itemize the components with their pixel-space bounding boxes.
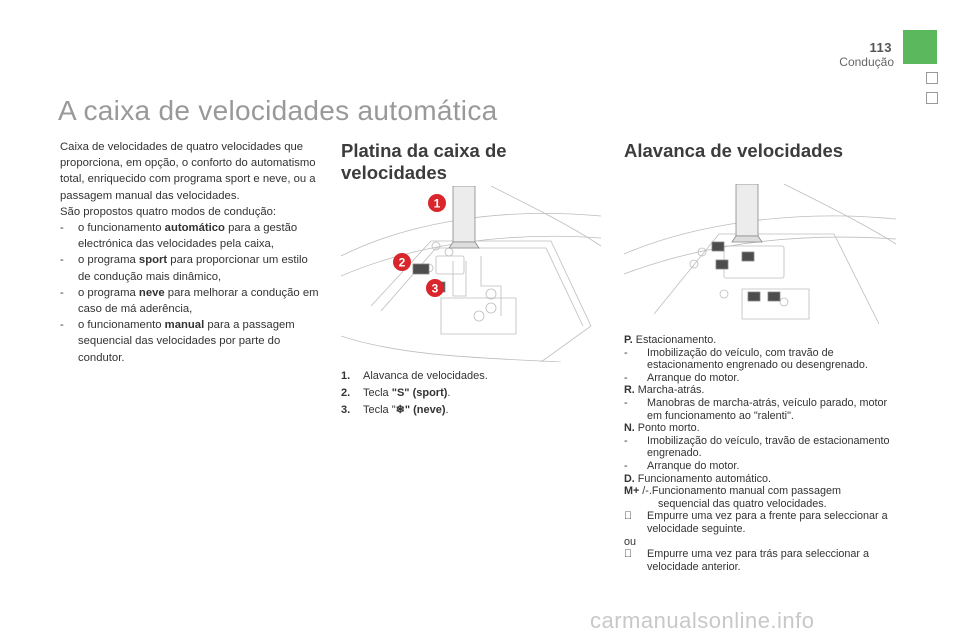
def-sub-row: - Arranque do motor.	[624, 459, 740, 472]
mode-item: - o programa neve para melhorar a condução em caso de má aderência,	[60, 286, 319, 316]
section-tab-box-1	[926, 72, 938, 84]
def-plain-row: ou	[624, 535, 637, 548]
mode-item: - o funcionamento automático para a gestão electrónica das velocidades pela caixa,	[60, 222, 298, 251]
callout-3: 3	[431, 281, 439, 296]
page-number: 113	[869, 40, 892, 55]
platina-heading: Platina da caixa de velocidades	[341, 140, 507, 183]
mode-item: - o programa sport para proporcionar um estilo de condução mais dinâmico,	[60, 254, 308, 283]
intro-text	[60, 139, 322, 366]
callout-2: 2	[398, 255, 406, 270]
legend-item: 1. Alavanca de velocidades.	[341, 370, 488, 382]
gear-lever-illustration	[624, 184, 896, 324]
page-title: A caixa de velocidades automática	[58, 95, 498, 126]
def-key-row: N. Ponto morto.	[624, 422, 700, 435]
modes-intro: São propostos quatro modos de condução:	[60, 205, 277, 218]
def-key-row: R. Marcha-atrás.	[624, 384, 705, 397]
gear-console-illustration	[341, 186, 601, 362]
def-key-row: P. Estacionamento.	[624, 334, 717, 346]
watermark: carmanualsonline.info	[590, 608, 815, 633]
def-sub-row: - Imobilização do veículo, com travão de estacionamento engrenado ou desengrenado.	[624, 346, 868, 372]
def-key-row: D. Funcionamento automático.	[624, 472, 772, 485]
section-tab-box-2	[926, 92, 938, 104]
legend-item: 2. Tecla "S" (sport).	[341, 387, 451, 399]
arrow-bullet-icon	[624, 548, 632, 561]
legend-item: 3. Tecla "❄" (neve).	[341, 404, 449, 416]
def-sub-row: - Imobilização do veículo, travão de estacionamento engrenado.	[624, 434, 890, 460]
section-name: Condução	[839, 55, 894, 69]
callout-1: 1	[433, 196, 441, 211]
def-key-row: M+ /-.Funcionamento manual com passagem	[624, 485, 841, 498]
intro-paragraph: Caixa de velocidades de quatro velocidades que proporciona, em opção, o conforto do automatismo total, enriquecido com programa sport e neve, ou a passagem manual das velocidades.	[60, 141, 316, 202]
platina-legend	[341, 368, 488, 419]
def-indent-row: sequencial das quatro velocidades.	[658, 497, 827, 510]
def-bullet-row: Empurre uma vez para a frente para seleccionar a velocidade seguinte.	[624, 510, 894, 535]
gear-positions-list	[624, 334, 894, 573]
section-tab-green	[903, 30, 937, 64]
alavanca-heading: Alavanca de velocidades	[624, 140, 844, 161]
modes-list	[60, 220, 322, 366]
def-sub-row: - Manobras de marcha-atrás, veículo parado, motor em funcionamento ao "ralenti".	[624, 396, 888, 422]
arrow-bullet-icon	[624, 510, 632, 523]
def-bullet-row: Empurre uma vez para trás para seleccionar a velocidade anterior.	[624, 548, 894, 573]
mode-item: - o funcionamento manual para a passagem sequencial das velocidades por parte do condutor.	[60, 319, 295, 364]
def-sub-row: - Arranque do motor.	[624, 371, 740, 384]
